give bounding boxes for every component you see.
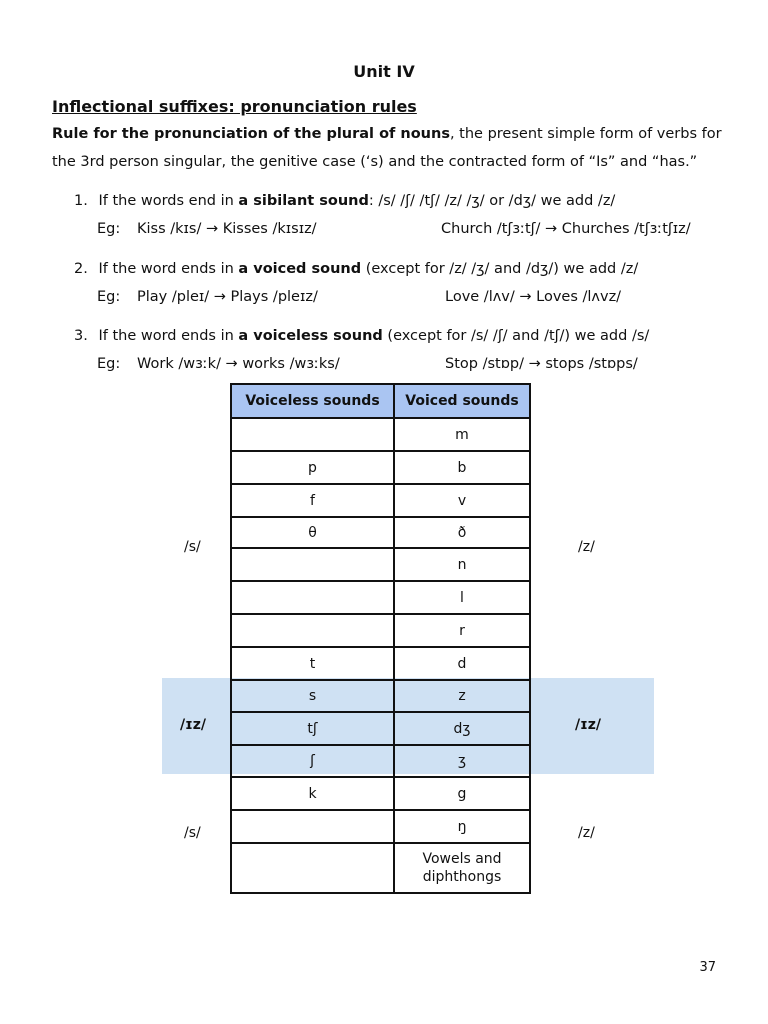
- example-2: Church /tʃɜːtʃ/ → Churches /tʃɜːtʃɪz/: [441, 221, 691, 237]
- rule-text-bold: a sibilant sound: [238, 193, 369, 209]
- table-cell: tʃ: [231, 712, 394, 745]
- page-title: Unit IV: [353, 62, 415, 81]
- example-1: Play /pleɪ/ → Plays /pleɪz/: [137, 289, 318, 305]
- section-heading: Inflectional suffixes: pronunciation rules: [52, 97, 417, 116]
- header-voiced: Voiced sounds: [394, 384, 530, 418]
- table-cell: ŋ: [394, 810, 530, 843]
- example-1: Work /wɜːk/ → works /wɜːks/: [137, 356, 340, 372]
- ending-label-iz: /ɪz/: [575, 717, 602, 733]
- intro-line-1: [52, 126, 732, 142]
- ending-label-s: /s/: [184, 825, 201, 841]
- example-1: Kiss /kɪs/ → Kisses /kɪsɪz/: [137, 221, 317, 237]
- table-cell: d: [394, 647, 530, 680]
- example-2: Love /lʌv/ → Loves /lʌvz/: [445, 289, 622, 305]
- table-cell: [231, 548, 394, 581]
- rule-text-post: (except for /s/ /ʃ/ and /tʃ/) we add /s/: [382, 328, 650, 344]
- rule-number: 3.: [74, 328, 88, 344]
- rule-text-bold: a voiceless sound: [238, 328, 383, 344]
- table-cell: Vowels and diphthongs: [394, 843, 530, 893]
- example-label: Eg:: [97, 221, 121, 237]
- table-cell: f: [231, 484, 394, 517]
- table-cell: z: [394, 680, 530, 712]
- intro-rest: , the present simple form of verbs for: [449, 126, 722, 142]
- example-label: Eg:: [97, 289, 121, 305]
- table-cell: k: [231, 777, 394, 810]
- table-cell: θ: [231, 517, 394, 548]
- ending-label-iz: /ɪz/: [180, 717, 207, 733]
- intro-line-2: the 3rd person singular, the genitive case (‘s) and the contracted form of “Is” and “has.”: [52, 154, 698, 170]
- rule-1: [74, 193, 615, 209]
- rule-number: 1.: [74, 193, 88, 209]
- rule-text-bold: a voiced sound: [238, 261, 362, 277]
- table-cell: ʃ: [231, 745, 394, 777]
- rule-text-post: (except for /z/ /ʒ/ and /dʒ/) we add /z/: [361, 261, 639, 277]
- table-cell: p: [231, 451, 394, 484]
- ending-label-s: /s/: [184, 539, 201, 555]
- page-number: 37: [699, 960, 716, 975]
- table-cell: ʒ: [394, 745, 530, 777]
- rule-text-pre: If the words end in: [98, 193, 239, 209]
- rule-text-pre: If the word ends in: [98, 328, 239, 344]
- table-cell: [231, 581, 394, 614]
- table-cell: l: [394, 581, 530, 614]
- header-voiceless: Voiceless sounds: [231, 384, 394, 418]
- table-cell: [231, 614, 394, 647]
- table-cell: [231, 843, 394, 893]
- table-cell: v: [394, 484, 530, 517]
- intro-bold: Rule for the pronunciation of the plural of nouns: [52, 126, 450, 142]
- table-cell: m: [394, 418, 530, 451]
- rule-text-post: : /s/ /ʃ/ /tʃ/ /z/ /ʒ/ or /dʒ/ we add /z/: [368, 193, 616, 209]
- example-label: Eg:: [97, 356, 121, 372]
- table-cell: [231, 418, 394, 451]
- sounds-table: [230, 383, 531, 894]
- table-cell: b: [394, 451, 530, 484]
- table-cell: n: [394, 548, 530, 581]
- rule-text-pre: If the word ends in: [98, 261, 239, 277]
- table-cell: s: [231, 680, 394, 712]
- table-cell: t: [231, 647, 394, 680]
- ending-label-z: /z/: [578, 825, 595, 841]
- table-cell: r: [394, 614, 530, 647]
- ending-label-z: /z/: [578, 539, 595, 555]
- table-cell: [231, 810, 394, 843]
- rule-number: 2.: [74, 261, 88, 277]
- rule-2: [74, 261, 638, 277]
- example-2: Stop /stɒp/ → stops /stɒps/: [445, 356, 638, 372]
- rule-3: [74, 328, 649, 344]
- table-cell: ð: [394, 517, 530, 548]
- table-cell: g: [394, 777, 530, 810]
- table-cell: dʒ: [394, 712, 530, 745]
